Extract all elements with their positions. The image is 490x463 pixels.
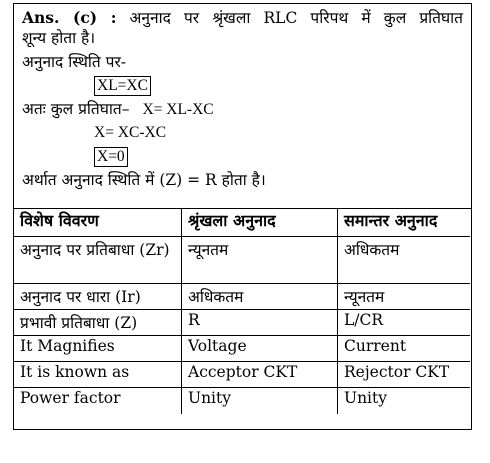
answer-line-8: अर्थात अनुनाद स्थिति में (Z) = R होता है। — [22, 171, 266, 189]
table-cell: Rejector CKT — [338, 362, 471, 388]
table-row — [14, 362, 470, 388]
table-cell: अधिकतम — [182, 284, 338, 310]
table-cell: Acceptor CKT — [182, 362, 338, 388]
answer-text-5: अतः कुल प्रतिघात– — [22, 100, 130, 118]
answer-line-5 — [22, 99, 463, 120]
answer-line-3: अनुनाद स्थिति पर- — [22, 53, 127, 71]
equation-4 — [94, 146, 463, 167]
table-cell: Power factor — [14, 388, 182, 414]
answer-explanation — [14, 4, 471, 209]
table-cell: प्रभावी प्रतिबाधा (Z) — [14, 310, 182, 336]
answer-box — [13, 3, 472, 430]
header-cell: विशेष विवरण — [14, 208, 182, 237]
table-row — [14, 336, 470, 362]
equation-1 — [94, 75, 463, 96]
answer-line-2: शून्य होता है। — [22, 29, 96, 47]
table-row — [14, 310, 470, 336]
table-cell: It Magnifies — [14, 336, 182, 362]
table-row — [14, 388, 470, 414]
table-cell: अनुनाद पर धारा (Ir) — [14, 284, 182, 310]
equation-3: X= XC-XC — [94, 124, 167, 141]
answer-text-1: अनुनाद पर श्रृंखला RLC परिपथ में कुल प्रतिघात — [129, 9, 464, 27]
table-cell: अधिकतम — [338, 237, 471, 284]
header-cell: समान्तर अनुनाद — [338, 208, 471, 237]
table-cell: R — [182, 310, 338, 336]
table-row — [14, 237, 470, 284]
table-cell: Unity — [338, 388, 471, 414]
table-cell: L/CR — [338, 310, 471, 336]
header-cell: श्रृंखला अनुनाद — [182, 208, 338, 237]
table-row — [14, 284, 470, 310]
table-cell: न्यूनतम — [182, 237, 338, 284]
equation-4-box: X=0 — [94, 147, 128, 167]
table-cell: Current — [338, 336, 471, 362]
comparison-table — [14, 208, 470, 414]
answer-label: Ans. (c) : — [22, 8, 117, 27]
table-cell: It is known as — [14, 362, 182, 388]
table-cell: न्यूनतम — [338, 284, 471, 310]
equation-2: X= XL-XC — [142, 101, 214, 118]
equation-1-box: XL=XC — [94, 76, 151, 96]
table-cell: अनुनाद पर प्रतिबाधा (Zr) — [14, 237, 182, 284]
table-cell: Voltage — [182, 336, 338, 362]
answer-line-1 — [22, 8, 463, 28]
table-cell: Unity — [182, 388, 338, 414]
table-header-row — [14, 208, 470, 237]
